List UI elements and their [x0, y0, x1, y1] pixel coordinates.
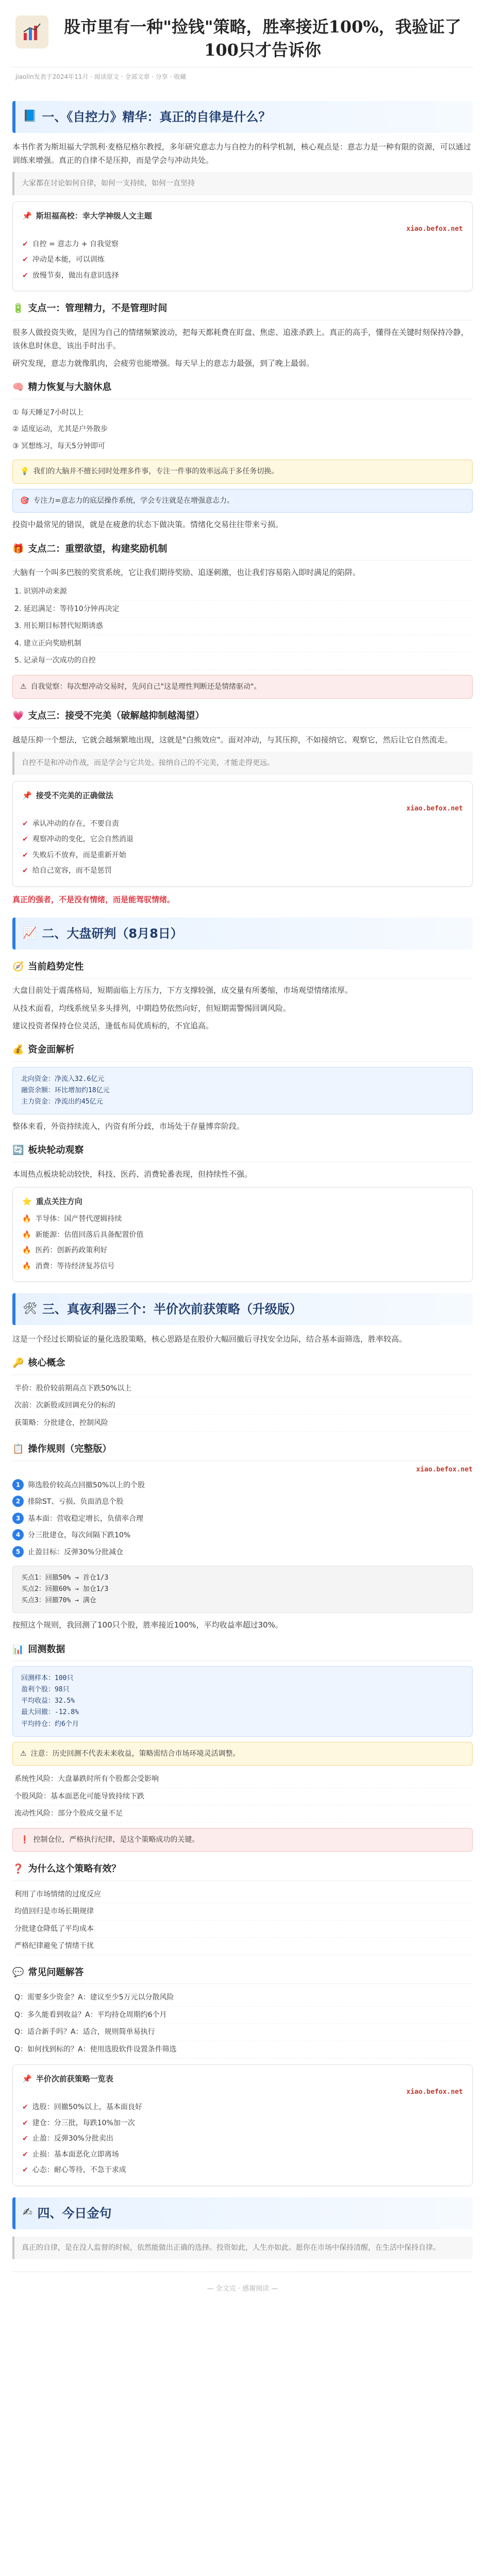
money-icon: 💰 [12, 1044, 24, 1056]
list-item: 半价：股价较前期高点下跌50%以上 [12, 1380, 473, 1398]
refresh-icon: 🔄 [12, 1145, 24, 1156]
article-meta: jiaolin发表于2024年11月 · 阅读原文 · 全部文章 · 分享 · 收藏 [15, 73, 187, 80]
step-number: 2 [12, 1496, 24, 1507]
subsection-header: 🧭 当前趋势定性 [12, 959, 473, 979]
subsection-header: 💰 资金面解析 [12, 1042, 473, 1062]
list-item: 🔥 新能源：估值回落后具备配置价值 [22, 1227, 463, 1243]
buy-points-code-block: 买点1：回撤50% → 首仓1/3 买点2：回撤60% → 加仓1/3 买点3：回撤70% → 满仓 [12, 1566, 473, 1613]
list-item: 个股风险：基本面恶化可能导致持续下跌 [12, 1788, 473, 1806]
section-3-title: 三、真夜利器三个：半价次前获策略（升级版） [42, 1302, 302, 1317]
section-1-quote: 大家都在讨论如何自律，如何一支持续，如何一直坚持 [12, 172, 473, 195]
list-item: ✔ 自控 = 意志力 + 自我觉察 [22, 236, 463, 252]
check-icon: ✔ [22, 835, 28, 844]
pin-icon: 📌 [22, 790, 32, 800]
subsection-header: 🔑 核心概念 [12, 1355, 473, 1375]
target-icon: 🎯 [20, 496, 29, 505]
list-item: ✔ 冲动是本能，可以训练 [22, 252, 463, 268]
check-icon: ✔ [22, 2103, 28, 2112]
list-item: 5 止盈目标：反弹30%分批减仓 [12, 1544, 473, 1561]
list-item: Q：需要多少资金？A：建议至少5万元以分散风险 [12, 1989, 473, 2007]
clipboard-icon: 📋 [12, 1444, 24, 1455]
paragraph: 很多人做投资失败，是因为自己的情绪频繁波动，把每天都耗费在盯盘、焦虑、追涨杀跌上。真正的高手，懂得在关键时刻保持冷静，该休息时休息，该出手时出手。 [12, 327, 469, 350]
strategy-summary-card [12, 2064, 473, 2186]
section-2-header [12, 918, 473, 950]
battery-icon: 🔋 [12, 303, 24, 314]
subsection-header: 💗 支点三：接受不完美（破解越抑制越渴望） [12, 708, 473, 728]
section-2-title: 二、大盘研判（8月8日） [42, 926, 183, 941]
list-item: 🔥 消费：等待经济复苏信号 [22, 1259, 463, 1275]
paragraph: 研究发现，意志力就像肌肉，会疲劳也能增强。每天早上的意志力最强，到了晚上最弱。 [12, 359, 314, 368]
page-title: 股市里有一种"捡钱"策略，胜率接近100%，我验证了100只才告诉你 [64, 17, 461, 60]
paragraph: 按照这个规则，我回测了100只个股，胜率接近100%，平均收益率超过30%。 [12, 1620, 283, 1630]
check-icon: ✔ [22, 2119, 28, 2127]
chart-icon: 📈 [23, 926, 37, 940]
card-title: 📌 接受不完美的正确做法 [22, 789, 463, 802]
list-item: 2 排除ST、亏损、负面消息个股 [12, 1494, 473, 1511]
star-icon: ⭐ [22, 1196, 32, 1206]
funds-code-block: 北向资金：净流入32.6亿元 融资余额：环比增加约18亿元 主力资金：净流出约45亿元 [12, 1067, 473, 1114]
subsection-header: 🔋 支点一：管理精力，不是管理时间 [12, 300, 473, 320]
highlight-text: 真正的强者，不是没有情绪，而是能驾驭情绪。 [12, 894, 175, 904]
book-icon: 📘 [23, 110, 37, 123]
subsection-header: 🧠 精力恢复与大脑休息 [12, 379, 473, 399]
list-item: ✔ 观察冲动的变化，它会自然消退 [22, 832, 463, 848]
ordered-list [12, 583, 473, 670]
fire-icon: 🔥 [22, 1230, 31, 1239]
fire-icon: 🔥 [22, 1215, 31, 1224]
list-item: 3. 用长期目标替代短期诱惑 [12, 618, 473, 635]
bar-chart-icon: 📊 [12, 1643, 24, 1655]
concept-list [12, 1380, 473, 1432]
card-title: 📌 半价次前获策略一览表 [22, 2072, 463, 2086]
list-item: Q：多久能看到收益？A：平均持仓周期约6个月 [12, 2007, 473, 2024]
subsection-header: ❓ 为什么这个策略有效？ [12, 1861, 473, 1881]
subsection-header: 🔄 板块轮动观察 [12, 1142, 473, 1162]
list-item: 5. 记录每一次成功的自控 [12, 652, 473, 670]
card-title: ⭐ 重点关注方向 [22, 1195, 463, 1208]
list-item: 分批建仓降低了平均成本 [12, 1921, 473, 1938]
section-3-intro: 这是一个经过长期验证的量化选股策略，核心思路是在股价大幅回撤后寻找安全边际，结合基本面筛选，胜率较高。 [12, 1334, 407, 1344]
tools-icon: 🛠 [23, 1302, 37, 1315]
subsection-header: 🎁 支点二：重塑欲望，构建奖励机制 [12, 541, 473, 561]
heart-icon: 💗 [12, 710, 24, 722]
paragraph: 从技术面看，均线系统呈多头排列，中期趋势依然向好，但短期需警惕回调风险。 [12, 1003, 291, 1013]
paragraph: 投资中最常见的错误，就是在疲惫的状态下做决策。情绪化交易往往带来亏损。 [12, 520, 283, 530]
check-icon: ✔ [22, 2150, 28, 2159]
section-1-intro: 本书作者为斯坦福大学凯利·麦格尼格尔教授，多年研究意志力与自控力的科学机制，核心观点是：意志力是一种有限的资源，可以通过训练来增强。真正的自律不是压抑，而是学会与冲动共处。 [12, 142, 471, 165]
chat-icon: 💬 [12, 1967, 24, 1978]
list-item: ✔ 止损：基本面恶化立即离场 [22, 2147, 463, 2163]
risk-list [12, 1771, 473, 1823]
quote-block: 自控不是和冲动作战，而是学会与它共处。接纳自己的不完美，才能走得更远。 [12, 752, 473, 775]
list-item: ① 每天睡足7小时以上 [12, 408, 83, 417]
chart-logo-icon [15, 15, 48, 48]
section-4-title: 四、今日金句 [37, 2206, 112, 2221]
list-item: Q：如何找到标的？A：使用选股软件设置条件筛选 [12, 2041, 473, 2059]
list-item: ✔ 失败后不放弃，而是重新开始 [22, 848, 463, 863]
key-icon: 🔑 [12, 1358, 24, 1369]
card-title: 📌 斯坦福高校：幸大学神级人文主题 [22, 209, 463, 223]
question-icon: ❓ [12, 1863, 24, 1875]
list-item: ✔ 给自己宽容，而不是惩罚 [22, 863, 463, 879]
compass-icon: 🧭 [12, 961, 24, 972]
tip-box: 🎯 专注力=意志力的底层操作系统，学会专注就是在增强意志力。 [12, 489, 473, 513]
list-item: 🔥 半导体：国产替代逻辑持续 [22, 1211, 463, 1227]
list-item: 1 筛选股价较高点回撤50%以上的个股 [12, 1477, 473, 1494]
fire-icon: 🔥 [22, 1246, 31, 1255]
check-icon: ✔ [22, 2166, 28, 2175]
section-4-header [12, 2197, 473, 2229]
reason-list [12, 1886, 473, 1955]
gift-icon: 🎁 [12, 543, 24, 554]
brain-icon: 🧠 [12, 382, 24, 393]
list-item: 🔥 医药：创新药政策利好 [22, 1243, 463, 1259]
paragraph: 大脑有一个叫多巴胺的奖赏系统，它让我们期待奖励、追逐刺激，也让我们容易陷入即时满足的陷阱。 [12, 568, 361, 578]
tip-box: ⚠ 注意：历史回测不代表未来收益，策略需结合市场环境灵活调整。 [12, 1742, 473, 1766]
bulb-icon: 💡 [20, 467, 29, 476]
step-number: 5 [12, 1546, 24, 1557]
list-item: ✔ 止盈：反弹30%分批卖出 [22, 2131, 463, 2147]
tip-box: ❗ 控制仓位，严格执行纪律，是这个策略成功的关键。 [12, 1828, 473, 1852]
list-item: 获策略：分批建仓，控制风险 [12, 1415, 473, 1432]
list-item: ✔ 选股：回撤50%以上，基本面良好 [22, 2099, 463, 2115]
alert-icon: ❗ [20, 1835, 29, 1844]
subsection-header: 💬 常见问题解答 [12, 1964, 473, 1985]
watermark: xiao.befox.net [416, 1465, 473, 1473]
article-header [12, 0, 473, 67]
section-3-header [12, 1293, 473, 1325]
check-icon: ✔ [22, 271, 28, 280]
list-item: 2. 延迟满足：等待10分钟再决定 [12, 601, 473, 618]
paragraph: 大盘目前处于震荡格局，短期面临上方压力，下方支撑较强，成交量有所萎缩，市场观望情绪浓厚。 [12, 986, 353, 995]
pin-icon: 📌 [22, 211, 32, 221]
warning-icon: ⚠ [20, 682, 27, 691]
paragraph: 建议投资者保持仓位灵活，逢低布局优质标的，不宜追高。 [12, 1021, 214, 1030]
watermark: xiao.befox.net [406, 2088, 463, 2096]
list-item: ③ 冥想练习，每天5分钟即可 [12, 442, 105, 450]
step-list [12, 404, 473, 455]
list-item: 流动性风险：部分个股成交量不足 [12, 1805, 473, 1823]
check-icon: ✔ [22, 240, 28, 248]
subsection-header: 📋 操作规则（完整版） [12, 1441, 473, 1461]
paragraph: 整体来看，外资持续流入，内资有所分歧，市场处于存量博弈阶段。 [12, 1121, 245, 1131]
list-item: 次前：次新股或回调充分的标的 [12, 1397, 473, 1415]
backtest-code-block: 回测样本：100只 盈利个股：98只 平均收益：32.5% 最大回撤：-12.8% 平均持仓：约6个月 [12, 1666, 473, 1736]
step-number: 3 [12, 1513, 24, 1524]
check-icon: ✔ [22, 819, 28, 828]
tip-box: ⚠ 自我觉察：每次想冲动交易时，先问自己"这是理性判断还是情绪驱动"。 [12, 675, 473, 699]
section-1-header [12, 101, 473, 133]
list-item: 3 基本面：营收稳定增长，负债率合理 [12, 1511, 473, 1528]
pin-icon: 📌 [22, 2074, 32, 2084]
sector-card [12, 1187, 473, 1282]
warning-icon: ⚠ [20, 1749, 27, 1758]
rule-list [12, 1477, 473, 1561]
section-1-title: 一、《自控力》精华：真正的自律是什么？ [42, 109, 271, 124]
list-item: ✔ 心态：耐心等待，不急于求成 [22, 2162, 463, 2178]
fire-icon: 🔥 [22, 1262, 31, 1270]
subsection-header: 📊 回测数据 [12, 1641, 473, 1662]
closing-quote: 真正的自律，是在没人监督的时候，依然能做出正确的选择。投资如此，人生亦如此。愿你在市场中保持清醒，在生活中保持自律。 [12, 2236, 473, 2260]
tip-box: 💡 我们的大脑并不擅长同时处理多件事，专注一件事的效率远高于多任务切换。 [12, 460, 473, 484]
list-item: ✔ 承认冲动的存在，不要自责 [22, 816, 463, 832]
step-number: 1 [12, 1479, 24, 1490]
step-number: 4 [12, 1529, 24, 1540]
list-item: 4. 建立正向奖励机制 [12, 635, 473, 653]
watermark: xiao.befox.net [406, 804, 463, 812]
list-item: ✔ 放慢节奏，做出有意识选择 [22, 268, 463, 284]
list-item: ② 适度运动，尤其是户外散步 [12, 425, 108, 434]
check-icon: ✔ [22, 2134, 28, 2143]
watermark: xiao.befox.net [406, 225, 463, 233]
list-item: 4 分三批建仓，每次间隔下跌10% [12, 1527, 473, 1544]
list-item: 系统性风险：大盘暴跌时所有个股都会受影响 [12, 1771, 473, 1788]
list-item: ✔ 建仓：分三批，每跌10%加一次 [22, 2115, 463, 2131]
check-icon: ✔ [22, 851, 28, 859]
list-item: Q：适合新手吗？A：适合，规则简单易执行 [12, 2024, 473, 2041]
list-item: 均值回归是市场长期规律 [12, 1903, 473, 1921]
acceptance-card [12, 781, 473, 887]
article-footer: — 全文完 · 感谢阅读 — [12, 2272, 473, 2300]
check-icon: ✔ [22, 867, 28, 875]
list-item: 1. 识别冲动来源 [12, 583, 473, 601]
section-1-card [12, 201, 473, 292]
list-item: 利用了市场情绪的过度反应 [12, 1886, 473, 1904]
faq-list [12, 1989, 473, 2058]
paragraph: 本周热点板块轮动较快，科技、医药、消费轮番表现，但持续性不强。 [12, 1169, 253, 1179]
quote-icon: ✍ [23, 2206, 32, 2219]
paragraph: 越是压抑一个想法，它就会越频繁地出现，这就是"白熊效应"。面对冲动，与其压抑，不如接纳它、观察它，然后让它自然流走。 [12, 735, 453, 744]
check-icon: ✔ [22, 256, 28, 264]
list-item: 严格纪律避免了情绪干扰 [12, 1938, 473, 1955]
